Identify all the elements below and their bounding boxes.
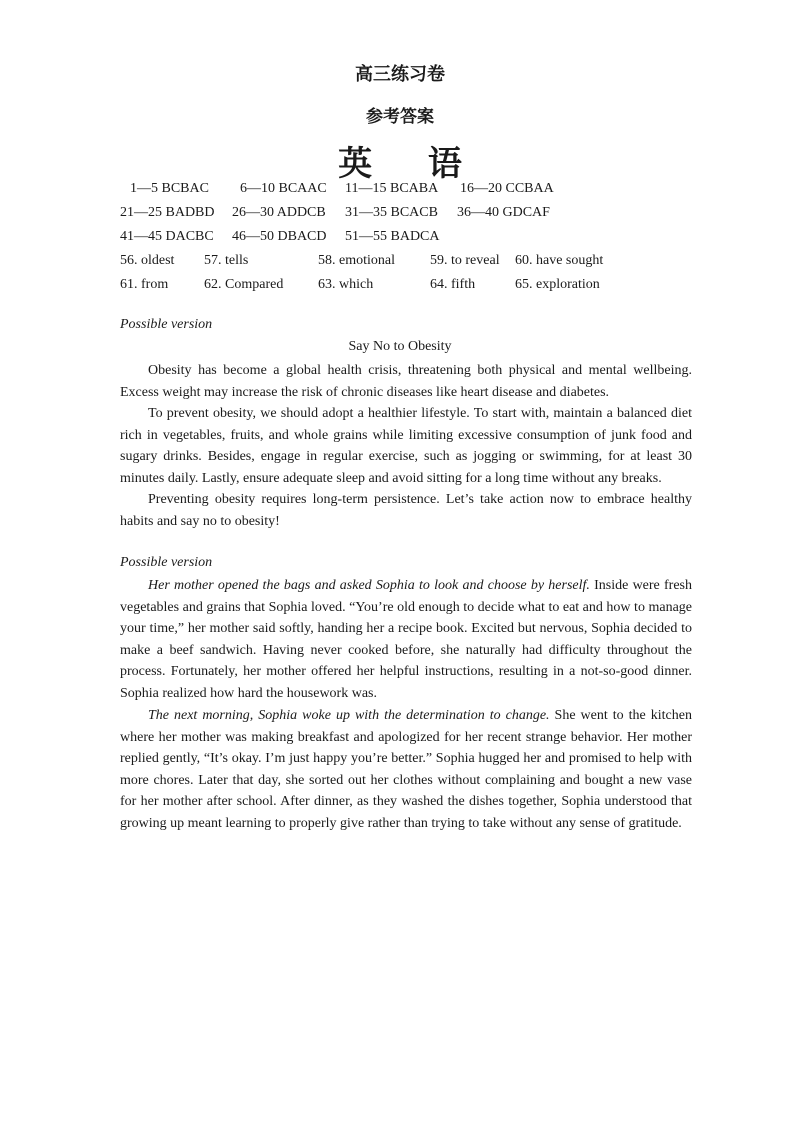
answer-item: 60. have sought	[515, 253, 604, 268]
answer-item: 64. fifth	[430, 277, 476, 292]
answer-item: 57. tells	[204, 253, 249, 268]
answer-item: 61. from	[120, 277, 169, 292]
answer-item: 63. which	[318, 277, 374, 292]
answer-row	[120, 253, 720, 277]
answer-group: 41—45 DACBC	[120, 229, 214, 244]
story-lead-sentence: Her mother opened the bags and asked Sophia to look and choose by herself.	[148, 578, 590, 593]
story-paragraph	[120, 575, 692, 705]
answer-group: 26—30 ADDCB	[232, 205, 326, 220]
answer-group: 16—20 CCBAA	[460, 181, 554, 196]
answer-row	[120, 181, 720, 205]
doc-type-heading: 参考答案	[366, 107, 434, 127]
answer-group: 6—10 BCAAC	[240, 181, 327, 196]
answer-key	[120, 181, 720, 301]
writing-two-label: Possible version	[120, 555, 213, 570]
story-paragraph	[120, 705, 692, 835]
answer-row	[120, 277, 720, 301]
answer-item: 56. oldest	[120, 253, 175, 268]
subject-heading: 英 语	[338, 144, 484, 184]
exam-title: 高三练习卷	[355, 64, 445, 85]
essay-paragraph: To prevent obesity, we should adopt a healthier lifestyle. To start with, maintain a balanced diet rich in vegetables, fruits, and whole grains while limiting excessive consumption of junk food and sugary drinks. Besides, engage in regular exercise, such as jogging or swimming, for at least 30 minutes daily. Lastly, ensure adequate sleep and avoid sitting for a long time without any breaks.	[120, 406, 692, 486]
answer-group: 51—55 BADCA	[345, 229, 440, 244]
answer-row	[120, 205, 720, 229]
answer-item: 58. emotional	[318, 253, 395, 268]
answer-group: 11—15 BCABA	[345, 181, 439, 196]
answer-item: 62. Compared	[204, 277, 284, 292]
story-body: Inside were fresh vegetables and grains that Sophia loved. “You’re old enough to decide what to eat and how to manage your time,” her mother said softly, handing her a recipe book. Excited but nervous, Sophia decided to make a beef sandwich. Having never cooked before, she naturally had difficulty throughout the process. Fortunately, her mother offered her helpful instructions, resulting in a not-so-good dinner. Sophia realized how hard the housework was.	[120, 578, 692, 701]
essay-paragraph: Preventing obesity requires long-term persistence. Let’s take action now to embrace healthy habits and say no to obesity!	[120, 492, 692, 529]
answer-group: 46—50 DBACD	[232, 229, 327, 244]
answer-item: 59. to reveal	[430, 253, 500, 268]
answer-group: 36—40 GDCAF	[457, 205, 550, 220]
answer-group: 1—5 BCBAC	[130, 181, 209, 196]
writing-one-label: Possible version	[120, 317, 213, 332]
story-lead-sentence: The next morning, Sophia woke up with the determination to change.	[148, 708, 550, 723]
essay-paragraph: Obesity has become a global health crisis, threatening both physical and mental wellbeing. Excess weight may increase the risk of chronic diseases like heart disease and diabetes.	[120, 363, 692, 400]
answer-item: 65. exploration	[515, 277, 600, 292]
essay-title: Say No to Obesity	[348, 339, 452, 354]
answer-row	[120, 229, 720, 253]
answer-group: 31—35 BCACB	[345, 205, 438, 220]
answer-group: 21—25 BADBD	[120, 205, 215, 220]
story-body: She went to the kitchen where her mother was making breakfast and apologized for her recent strange behavior. Her mother replied gently, “It’s okay. I’m just happy you’re better.” Sophia hugged her and promised to help with more chores. Later that day, she sorted out her clothes without complaining and bought a new vase for her mother after school. After dinner, as they washed the dishes together, Sophia understood that growing up meant learning to properly give rather than trying to take without any sense of gratitude.	[120, 708, 692, 831]
